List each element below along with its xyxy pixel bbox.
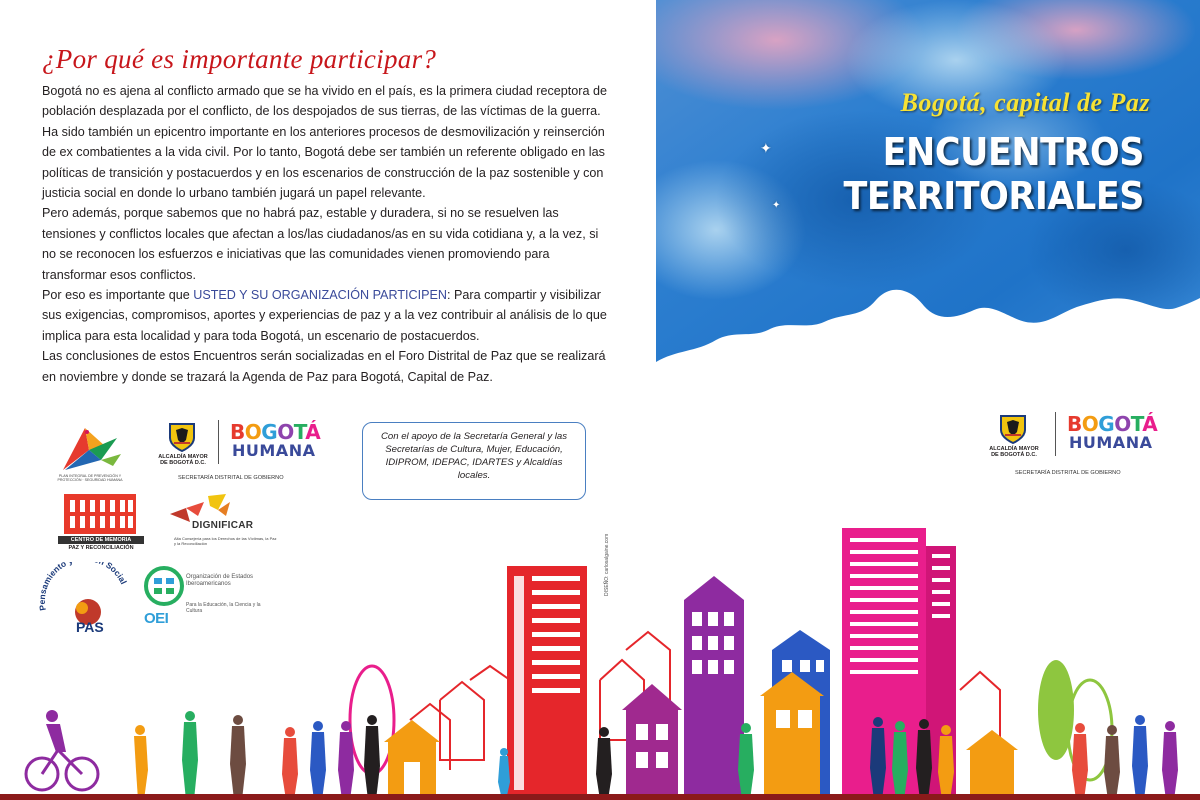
- hero-title-line2: TERRITORIALES: [843, 174, 1144, 218]
- logo-divider: [1055, 412, 1056, 456]
- section-heading: ¿Por qué es importante participar?: [42, 44, 437, 74]
- hero-subtitle: Bogotá, capital de Paz: [900, 88, 1150, 117]
- city-skyline-illustration: [0, 520, 1200, 800]
- red-tower: [507, 566, 587, 800]
- paragraph-1: Bogotá no es ajena al conflicto armado que se ha vivido en el país, es la primera ciudad receptora de población desplazada por el conflicto, de los despojados de sus tierras, de las víctimas de la guerra. Ha sido también un epicentro importante en los anteriores procesos de desmovilización y reinserción de ex combatientes a la vida civil. Por lo tanto, Bogotá debe ser también un referente obligado en las políticas de transición y postacuerdos y en los escenarios de construcción de la paz sostenible y con justicia social en donde lo urbano también jugará un papel relevante.: [42, 84, 607, 201]
- oei-subtitle: Para la Educación, la Ciencia y la Cultura: [186, 602, 261, 614]
- purple-building: [684, 576, 744, 800]
- centro-memoria-subtitle: PAZ Y RECONCILIACIÓN: [68, 545, 134, 551]
- plan-integral-logo: [55, 420, 125, 482]
- secretaria-caption: SECRETARÍA DISTRITAL DE GOBIERNO: [178, 475, 284, 481]
- alcaldia-bogota-humana-logo: [158, 420, 321, 482]
- humana-wordmark: HUMANA: [1069, 433, 1153, 452]
- pas-arc-text: Pensamiento Social: [36, 562, 129, 612]
- oei-name: Organización de Estados Iberoamericanos: [186, 574, 254, 587]
- secretaria-caption: SECRETARÍA DISTRITAL DE GOBIERNO: [1015, 470, 1121, 476]
- sparkle-icon: ✦: [760, 140, 772, 156]
- body-text: [42, 81, 614, 387]
- centro-memoria-title: CENTRO DE MEMORIA: [58, 536, 144, 544]
- bogota-wordmark: BOGOTÁ: [1067, 412, 1158, 436]
- alcaldia-name: ALCALDÍA MAYOR DE BOGOTÁ D.C.: [989, 446, 1039, 458]
- dignificar-caption: Alta Consejería para los Derechos de las Víctimas, la Paz y la Reconciliación: [174, 536, 277, 546]
- ground-line: [0, 794, 1200, 800]
- hero-panel: [656, 0, 1200, 380]
- coat-of-arms-icon: [999, 414, 1027, 444]
- paragraph-3-highlight: USTED Y SU ORGANIZACIÓN PARTICIPEN: [193, 288, 448, 303]
- alcaldia-bogota-humana-logo-right: [985, 412, 1158, 478]
- oei-acronym: OEI: [144, 610, 169, 627]
- humana-wordmark: HUMANA: [232, 441, 316, 460]
- dignificar-name: DIGNIFICAR: [192, 520, 254, 531]
- paragraph-3-post: : Para compartir y visibilizar sus exigencias, compromisos, aportes y experiencias de paz y a la vez contribuir al análisis de lo que implica para esta localidad y para toda Bogotá, un escenario de postacuerdos.: [42, 288, 607, 343]
- paragraph-3-pre: Por eso es importante que: [42, 288, 194, 303]
- coat-of-arms-icon: [168, 422, 196, 452]
- bird-icon: [55, 420, 125, 474]
- sparkle-icon: ✦: [772, 200, 781, 211]
- alcaldia-name: ALCALDÍA MAYOR DE BOGOTÁ D.C.: [158, 454, 208, 466]
- logo-divider: [218, 420, 219, 464]
- paragraph-3: [42, 285, 614, 346]
- bogota-wordmark: BOGOTÁ: [230, 420, 321, 444]
- paragraph-2: Pero además, porque sabemos que no habrá paz, estable y duradera, si no se resuelven las tensiones y conflictos locales que afectan a los/las ciudadanos/as en su vida cotidiana y, a la vez, si no se reconocen los esfuerzos e iniciativas que las comunidades vienen promoviendo para transformar esos conflictos.: [42, 206, 599, 282]
- hero-title: [758, 130, 1144, 218]
- support-box: Con el apoyo de la Secretaría General y las Secretarías de Cultura, Mujer, Educación, IDIPROM, IDEPAC, IDARTES y Alcaldías locales.: [362, 422, 586, 500]
- plan-integral-caption: PLAN INTEGRAL DE PREVENCIÓN Y PROTECCIÓN · SEGURIDAD HUMANA: [57, 474, 123, 482]
- hero-title-line1: ENCUENTROS: [882, 130, 1144, 174]
- design-credit: DISEÑO: carlosalgaine.com: [604, 533, 610, 596]
- paragraph-4: Las conclusiones de estos Encuentros serán socializadas en el Foro Distrital de Paz que se realizará en noviembre y donde se trazará la Agenda de Paz para Bogotá, Capital de Paz.: [42, 349, 606, 384]
- pas-monogram: PAS: [76, 619, 104, 634]
- magenta-house: [622, 684, 682, 800]
